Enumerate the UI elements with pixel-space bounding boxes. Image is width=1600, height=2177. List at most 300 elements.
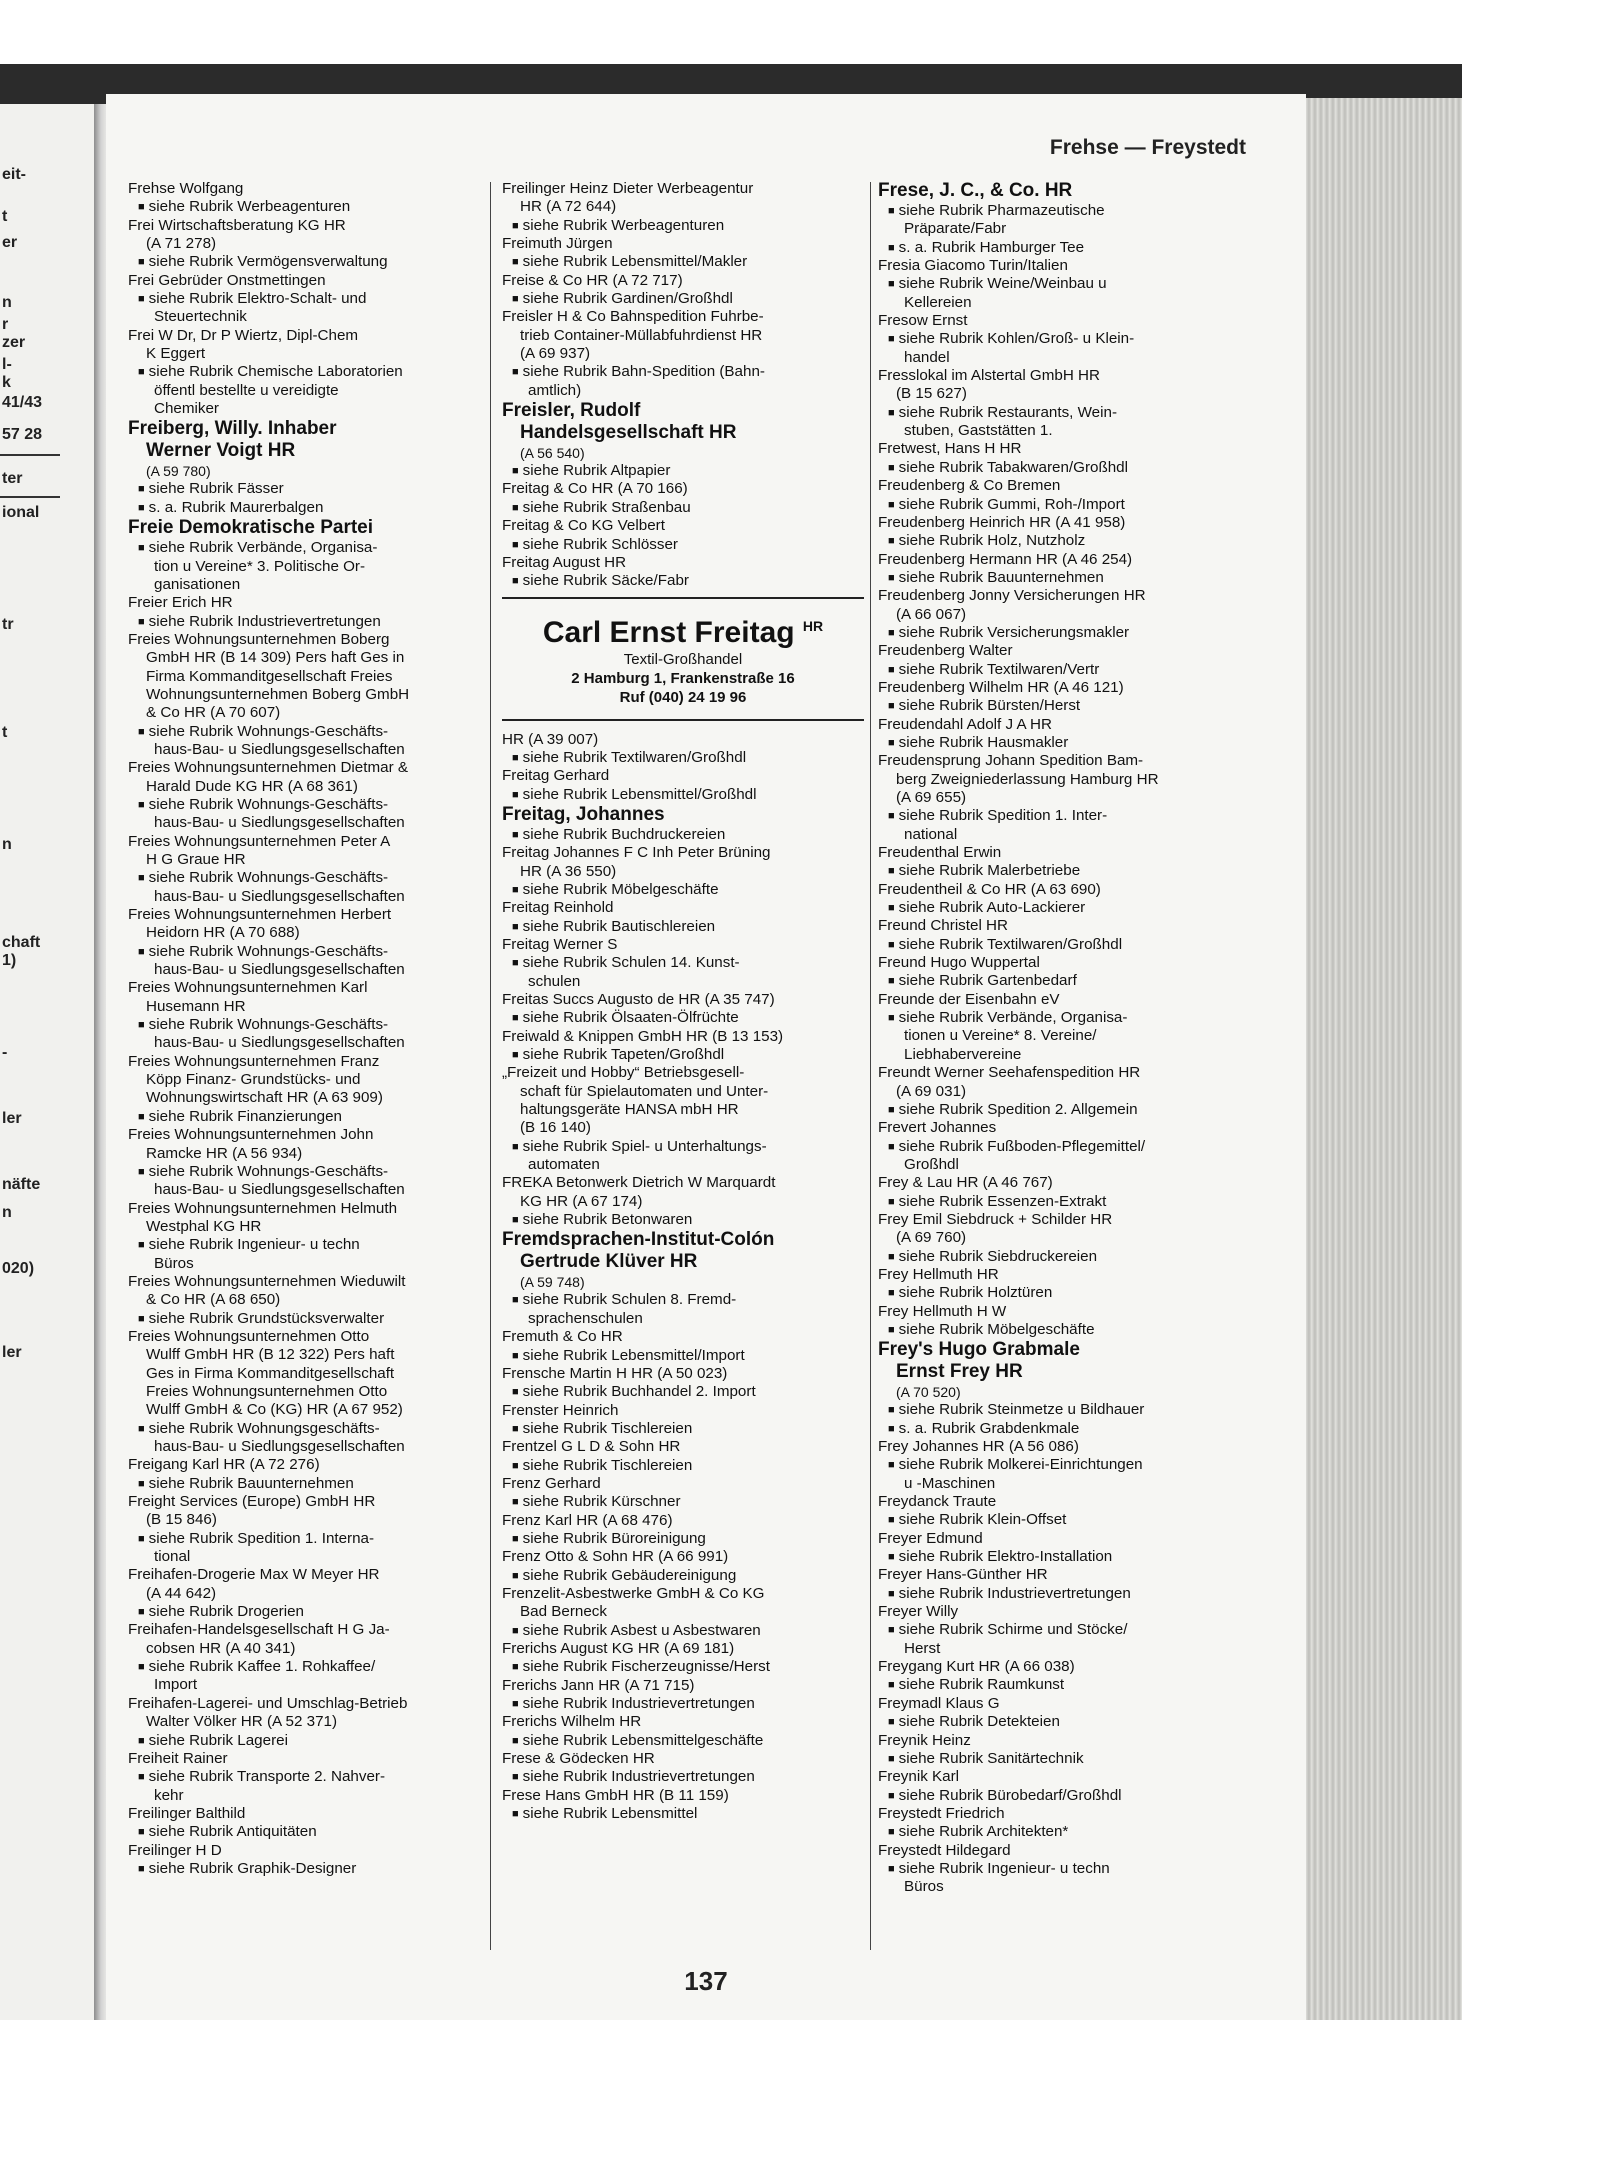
reference-text: siehe Rubrik Bürsten/Herst xyxy=(898,697,1081,715)
left-page-fragment: - xyxy=(2,1044,8,1061)
bullet-icon: ■ xyxy=(138,1826,145,1839)
entry-registration: (A 59 780) xyxy=(146,463,211,480)
left-page-fragment: 41/43 xyxy=(2,394,43,411)
rubric-reference xyxy=(878,330,1242,367)
directory-entry xyxy=(878,917,1242,954)
rubric-reference xyxy=(128,943,490,980)
reference-text: siehe Rubrik Antiquitäten xyxy=(148,1823,317,1841)
entry-name: Freygang Kurt HR (A 66 038) xyxy=(878,1658,1075,1676)
ad-line: Textil-Großhandel xyxy=(623,650,743,668)
entry-name: Freudenberg Walter xyxy=(878,642,1013,660)
directory-entry xyxy=(128,1200,490,1273)
bullet-icon: ■ xyxy=(138,1165,145,1178)
reference-text-cont: sprachenschulen xyxy=(528,1309,643,1327)
reference-text: siehe Rubrik Büroreinigung xyxy=(522,1529,706,1547)
entry-name-cont: Ramcke HR (A 56 934) xyxy=(146,1144,303,1162)
reference-text: siehe Rubrik Schlösser xyxy=(522,535,678,553)
bullet-icon: ■ xyxy=(888,938,895,951)
rubric-reference xyxy=(502,1493,864,1511)
entry-name: Frey & Lau HR (A 46 767) xyxy=(878,1174,1053,1192)
reference-text: siehe Rubrik Lebensmittel/Großhdl xyxy=(522,785,757,803)
entry-name-cont: Freies Wohnungsunternehmen Otto xyxy=(146,1382,388,1400)
directory-entry xyxy=(878,1603,1242,1658)
reference-text: siehe Rubrik Kohlen/Groß- u Klein- xyxy=(898,330,1135,348)
directory-entry xyxy=(878,642,1242,679)
directory-entry xyxy=(502,844,864,899)
rubric-reference xyxy=(502,253,864,271)
entry-name: Frenster Heinrich xyxy=(502,1401,619,1419)
left-page-fragment: er xyxy=(2,234,18,251)
rubric-reference xyxy=(502,1138,864,1175)
rubric-reference xyxy=(502,1768,864,1786)
reference-text: siehe Rubrik Ingenieur- u techn xyxy=(898,1859,1110,1877)
directory-entry xyxy=(128,1621,490,1694)
reference-text: siehe Rubrik Chemische Laboratorien xyxy=(148,363,403,381)
entry-name-cont: & Co HR (A 68 650) xyxy=(146,1291,281,1309)
reference-text: siehe Rubrik Drogerien xyxy=(148,1603,304,1621)
bullet-icon: ■ xyxy=(512,1049,519,1062)
reference-text: siehe Rubrik Verbände, Organisa- xyxy=(148,539,378,557)
directory-entry xyxy=(128,979,490,1052)
entry-name-cont: Ernst Frey HR xyxy=(896,1361,1023,1383)
reference-text-cont: stuben, Gaststätten 1. xyxy=(904,422,1053,440)
reference-text: siehe Rubrik Spedition 1. Interna- xyxy=(148,1529,375,1547)
entry-name: Freudensprung Johann Spedition Bam- xyxy=(878,752,1144,770)
bullet-icon: ■ xyxy=(888,1195,895,1208)
directory-entry xyxy=(128,1695,490,1750)
bullet-icon: ■ xyxy=(138,1771,145,1784)
directory-entry xyxy=(502,1713,864,1750)
reference-text-cont: Steuertechnik xyxy=(154,308,247,326)
running-head: Frehse — Freystedt xyxy=(1049,136,1246,159)
directory-entry xyxy=(878,752,1242,844)
bullet-icon: ■ xyxy=(512,1140,519,1153)
reference-text: siehe Rubrik Schulen 14. Kunst- xyxy=(522,954,740,972)
bullet-icon: ■ xyxy=(888,902,895,915)
directory-entry xyxy=(502,767,864,804)
bullet-icon: ■ xyxy=(512,501,519,514)
directory-entry xyxy=(502,731,864,768)
bullet-icon: ■ xyxy=(138,366,145,379)
rubric-reference xyxy=(128,1732,490,1750)
entry-name: Frey's Hugo Grabmale xyxy=(878,1339,1080,1361)
directory-entry xyxy=(502,1750,864,1787)
rubric-reference xyxy=(878,1585,1242,1603)
reference-text-cont: Büros xyxy=(154,1254,194,1272)
rubric-reference xyxy=(128,1108,490,1126)
entry-registration: (A 56 540) xyxy=(520,445,585,462)
directory-entry xyxy=(128,1126,490,1199)
column-3 xyxy=(878,180,1242,1897)
entry-name-cont: Köpp Finanz- Grundstücks- und xyxy=(146,1071,361,1089)
rubric-reference xyxy=(878,532,1242,550)
entry-name: Freier Erich HR xyxy=(128,594,233,612)
entry-name: Freies Wohnungsunternehmen Peter A xyxy=(128,832,391,850)
entry-name-cont: HR (A 36 550) xyxy=(520,862,617,880)
reference-text: siehe Rubrik Detekteien xyxy=(898,1713,1060,1731)
rubric-reference xyxy=(128,363,490,418)
bullet-icon: ■ xyxy=(512,1349,519,1362)
reference-text: siehe Rubrik Schirme und Stöcke/ xyxy=(898,1621,1128,1639)
directory-entry xyxy=(128,1053,490,1126)
directory-entry xyxy=(128,517,490,594)
entry-name-cont: haltungsgeräte HANSA mbH HR xyxy=(520,1101,739,1119)
rubric-reference xyxy=(128,499,490,517)
reference-text: siehe Rubrik Buchhandel 2. Import xyxy=(522,1383,756,1401)
reference-text: siehe Rubrik Tabakwaren/Großhdl xyxy=(898,458,1128,476)
entry-name: Freilinger H D xyxy=(128,1841,222,1859)
bullet-icon: ■ xyxy=(888,1459,895,1472)
entry-name-cont: K Eggert xyxy=(146,345,206,363)
entry-name: Fresia Giacomo Turin/Italien xyxy=(878,257,1068,275)
reference-text-cont: Liebhabervereine xyxy=(904,1045,1022,1063)
directory-entry xyxy=(502,272,864,309)
reference-text: siehe Rubrik Elektro-Schalt- und xyxy=(148,290,367,308)
entry-name: Freydanck Traute xyxy=(878,1493,997,1511)
entry-name: Frentzel G L D & Sohn HR xyxy=(502,1438,681,1456)
left-page-rule xyxy=(0,496,60,498)
reference-text: siehe Rubrik Gummi, Roh-/Import xyxy=(898,495,1125,513)
bullet-icon: ■ xyxy=(512,1532,519,1545)
entry-name: Freilinger Balthild xyxy=(128,1804,246,1822)
bullet-icon: ■ xyxy=(138,1661,145,1674)
bullet-icon: ■ xyxy=(138,1477,145,1490)
entry-name-cont: cobsen HR (A 40 341) xyxy=(146,1639,296,1657)
rubric-reference xyxy=(878,1321,1242,1339)
rubric-reference xyxy=(128,253,490,271)
entry-registration: (A 59 748) xyxy=(520,1274,585,1291)
rubric-reference xyxy=(878,1456,1242,1493)
rubric-reference xyxy=(502,749,864,767)
bullet-icon: ■ xyxy=(888,663,895,676)
entry-name: Frese Hans GmbH HR (B 11 159) xyxy=(502,1786,729,1804)
reference-text: siehe Rubrik Industrievertretungen xyxy=(522,1695,755,1713)
rubric-reference xyxy=(878,404,1242,441)
entry-name-cont: Wulff GmbH HR (B 12 322) Pers haft xyxy=(146,1346,395,1364)
directory-entry xyxy=(128,759,490,832)
directory-entry xyxy=(502,991,864,1028)
bullet-icon: ■ xyxy=(512,920,519,933)
reference-text: siehe Rubrik Bürobedarf/Großhdl xyxy=(898,1786,1122,1804)
entry-name: Frese & Gödecken HR xyxy=(502,1750,655,1768)
bullet-icon: ■ xyxy=(888,1422,895,1435)
left-page-fragment: ter xyxy=(2,470,23,487)
bullet-icon: ■ xyxy=(888,1250,895,1263)
entry-name-cont: Bad Berneck xyxy=(520,1603,607,1621)
entry-name: Frensche Martin H HR (A 50 023) xyxy=(502,1364,728,1382)
rubric-reference xyxy=(128,1016,490,1053)
ad-phone: Ruf (040) 24 19 96 xyxy=(619,688,747,706)
entry-name: Freudenberg & Co Bremen xyxy=(878,477,1061,495)
directory-entry xyxy=(878,514,1242,551)
rubric-reference xyxy=(128,539,490,594)
bullet-icon: ■ xyxy=(888,700,895,713)
directory-entry xyxy=(878,440,1242,477)
entry-name: Freund Christel HR xyxy=(878,917,1008,935)
bullet-icon: ■ xyxy=(888,1826,895,1839)
rubric-reference xyxy=(128,1310,490,1328)
entry-name-cont: (A 69 760) xyxy=(896,1229,967,1247)
directory-entry xyxy=(878,1119,1242,1174)
rubric-reference xyxy=(878,807,1242,844)
bullet-icon: ■ xyxy=(512,219,519,232)
bullet-icon: ■ xyxy=(888,205,895,217)
reference-text: siehe Rubrik Wohnungs-Geschäfts- xyxy=(148,942,389,960)
entry-name: Frerichs August KG HR (A 69 181) xyxy=(502,1640,735,1657)
directory-entry xyxy=(502,1438,864,1475)
bullet-icon: ■ xyxy=(512,883,519,896)
reference-text: siehe Rubrik Tapeten/Großhdl xyxy=(522,1046,725,1064)
reference-text: siehe Rubrik Bautischlereien xyxy=(522,917,716,935)
reference-text: siehe Rubrik Graphik-Designer xyxy=(148,1859,357,1877)
bullet-icon: ■ xyxy=(512,1771,519,1784)
directory-entry xyxy=(878,1303,1242,1340)
reference-text: siehe Rubrik Molkerei-Einrichtungen xyxy=(898,1456,1143,1474)
directory-entry xyxy=(878,954,1242,991)
entry-name-cont: (A 69 655) xyxy=(896,789,967,806)
rubric-reference xyxy=(878,1621,1242,1658)
rubric-reference xyxy=(128,1420,490,1457)
entry-name-cont: (A 69 937) xyxy=(520,345,591,363)
left-page-rule xyxy=(0,454,60,456)
left-page-fragment: 57 28 xyxy=(2,426,43,443)
reference-text: siehe Rubrik Betonwaren xyxy=(522,1211,693,1229)
directory-entry xyxy=(502,1548,864,1585)
bullet-icon: ■ xyxy=(138,201,145,214)
directory-entry xyxy=(878,1566,1242,1603)
bullet-icon: ■ xyxy=(888,810,895,823)
entry-name: Freund Hugo Wuppertal xyxy=(878,954,1040,972)
bullet-icon: ■ xyxy=(512,957,519,970)
directory-entry xyxy=(878,1339,1242,1438)
entry-name: Freilinger Heinz Dieter Werbeagentur xyxy=(502,180,754,197)
entry-name: Frei Gebrüder Onstmettingen xyxy=(128,271,326,289)
rubric-reference xyxy=(128,198,490,216)
reference-text: s. a. Rubrik Maurerbalgen xyxy=(148,498,324,516)
directory-entry xyxy=(128,1842,490,1879)
rubric-reference xyxy=(502,462,864,480)
reference-text: siehe Rubrik Grundstücksverwalter xyxy=(148,1309,385,1327)
entry-name: Freisler, Rudolf xyxy=(502,400,641,422)
directory-entry xyxy=(878,1658,1242,1695)
rubric-reference xyxy=(502,1732,864,1750)
left-page-fragment: tr xyxy=(2,616,14,633)
bullet-icon: ■ xyxy=(888,736,895,749)
directory-entry xyxy=(128,833,490,906)
rubric-reference xyxy=(502,1009,864,1027)
directory-entry xyxy=(502,936,864,991)
left-page-fragment: n xyxy=(2,294,12,311)
entry-name: Freight Services (Europe) GmbH HR xyxy=(128,1493,376,1511)
entry-name: Frerichs Wilhelm HR xyxy=(502,1713,642,1731)
left-page-fragment: näfte xyxy=(2,1176,41,1193)
left-page-fragment: l- xyxy=(2,356,12,373)
bullet-icon: ■ xyxy=(512,1808,519,1821)
reference-text: siehe Rubrik Fässer xyxy=(148,480,284,498)
reference-text-cont: ganisationen xyxy=(154,575,241,593)
entry-name: Freystedt Hildegard xyxy=(878,1841,1011,1859)
bullet-icon: ■ xyxy=(138,483,145,496)
reference-text: siehe Rubrik Gardinen/Großhdl xyxy=(522,290,733,308)
rubric-reference xyxy=(878,734,1242,752)
rubric-reference xyxy=(502,1805,864,1823)
reference-text: siehe Rubrik Transporte 2. Nahver- xyxy=(148,1768,386,1786)
entry-name-cont: (B 15 846) xyxy=(146,1511,217,1529)
rubric-reference xyxy=(878,1548,1242,1566)
reference-text: siehe Rubrik Tischlereien xyxy=(522,1456,693,1474)
reference-text: siehe Rubrik Werbeagenturen xyxy=(522,216,725,234)
reference-text: siehe Rubrik Auto-Lackierer xyxy=(898,899,1086,917)
reference-text: siehe Rubrik Möbelgeschäfte xyxy=(898,1320,1095,1338)
reference-text: siehe Rubrik Wohnungs-Geschäfts- xyxy=(148,795,389,813)
reference-text-cont: tion u Vereine* 3. Politische Or- xyxy=(154,557,366,575)
left-page-fragment: chaft xyxy=(2,934,41,951)
reference-text: siehe Rubrik Textilwaren/Großhdl xyxy=(522,748,747,766)
entry-name: Freitag Johannes F C Inh Peter Brüning xyxy=(502,844,771,862)
rubric-reference xyxy=(878,1787,1242,1805)
reference-text: siehe Rubrik Bauunternehmen xyxy=(148,1474,354,1492)
entry-name: Frey Emil Siebdruck + Schilder HR xyxy=(878,1210,1113,1228)
entry-name: Freitag Gerhard xyxy=(502,767,610,785)
bullet-icon: ■ xyxy=(888,1140,895,1153)
rubric-reference xyxy=(502,1695,864,1713)
reference-text: siehe Rubrik Kürschner xyxy=(522,1493,681,1511)
rubric-reference xyxy=(128,1823,490,1841)
bullet-icon: ■ xyxy=(512,1734,519,1747)
column-divider xyxy=(490,182,491,1950)
directory-entry xyxy=(878,257,1242,312)
rubric-reference xyxy=(878,1284,1242,1302)
reference-text: siehe Rubrik Werbeagenturen xyxy=(148,198,351,216)
bullet-icon: ■ xyxy=(512,1496,519,1509)
rubric-reference xyxy=(128,1236,490,1273)
directory-entry xyxy=(878,1211,1242,1266)
directory-entry xyxy=(878,716,1242,753)
entry-name: Freiheit Rainer xyxy=(128,1749,228,1767)
reference-text: siehe Rubrik Finanzierungen xyxy=(148,1107,342,1125)
directory-entry xyxy=(878,991,1242,1064)
rubric-reference xyxy=(502,1567,864,1585)
reference-text-cont: haus-Bau- u Siedlungsgesellschaften xyxy=(154,1034,405,1052)
bullet-icon: ■ xyxy=(888,1103,895,1116)
directory-entry xyxy=(878,1842,1242,1897)
directory-entry xyxy=(128,1805,490,1842)
left-page-fragment: ler xyxy=(2,1110,22,1127)
directory-entry xyxy=(502,1475,864,1512)
rubric-reference xyxy=(502,1457,864,1475)
reference-text: siehe Rubrik Architekten* xyxy=(898,1823,1069,1841)
entry-name-cont: (A 71 278) xyxy=(146,235,217,253)
directory-entry xyxy=(502,899,864,936)
entry-name: Freyer Willy xyxy=(878,1603,959,1621)
bullet-icon: ■ xyxy=(138,1422,145,1435)
rubric-reference xyxy=(502,918,864,936)
bullet-icon: ■ xyxy=(888,1716,895,1729)
rubric-reference xyxy=(502,217,864,235)
entry-name: Freudenberg Wilhelm HR (A 46 121) xyxy=(878,678,1124,696)
rubric-reference xyxy=(878,569,1242,587)
directory-entry xyxy=(502,1174,864,1229)
reference-text: siehe Rubrik Wohnungs-Geschäfts- xyxy=(148,869,389,887)
directory-entry xyxy=(878,844,1242,881)
bullet-icon: ■ xyxy=(888,1404,895,1417)
rubric-reference xyxy=(502,1347,864,1365)
directory-entry xyxy=(878,1768,1242,1805)
directory-entry xyxy=(128,327,490,419)
directory-entry xyxy=(128,272,490,327)
rubric-reference xyxy=(878,1101,1242,1119)
reference-text-cont: Büros xyxy=(904,1878,944,1896)
entry-name-cont: H G Graue HR xyxy=(146,851,246,868)
reference-text: siehe Rubrik Wohnungsgeschäfts- xyxy=(148,1419,380,1437)
reference-text: siehe Rubrik Ölsaaten-Ölfrüchte xyxy=(522,1009,739,1027)
directory-entry xyxy=(128,631,490,759)
page-number: 137 xyxy=(684,1966,728,1996)
entry-name: Frenz Otto & Sohn HR (A 66 991) xyxy=(502,1548,729,1566)
reference-text: s. a. Rubrik Hamburger Tee xyxy=(898,238,1085,256)
reference-text: siehe Rubrik Wohnungs-Geschäfts- xyxy=(148,722,389,740)
entry-name: Frey Hellmuth H W xyxy=(878,1302,1007,1320)
directory-entry xyxy=(502,1640,864,1677)
reference-text-cont: automaten xyxy=(528,1156,600,1174)
reference-text-cont: haus-Bau- u Siedlungsgesellschaften xyxy=(154,887,405,905)
rubric-reference xyxy=(128,290,490,327)
bullet-icon: ■ xyxy=(888,1514,895,1527)
directory-entry xyxy=(878,1732,1242,1769)
entry-name-cont: Firma Kommanditgesellschaft Freies xyxy=(146,667,393,685)
reference-text-cont: Präparate/Fabr xyxy=(904,220,1007,238)
bullet-icon: ■ xyxy=(888,1323,895,1336)
entry-name: Fresslokal im Alstertal GmbH HR xyxy=(878,367,1100,385)
bullet-icon: ■ xyxy=(512,465,519,478)
bullet-icon: ■ xyxy=(888,1551,895,1564)
entry-name: Frevert Johannes xyxy=(878,1119,997,1137)
rubric-reference xyxy=(878,1009,1242,1064)
entry-name: HR (A 39 007) xyxy=(502,730,599,748)
bullet-icon: ■ xyxy=(512,828,519,841)
entry-name: Freie Demokratische Partei xyxy=(128,517,374,539)
advertisement-box xyxy=(502,597,864,721)
entry-name: Freisler H & Co Bahnspedition Fuhrbe- xyxy=(502,308,764,326)
bullet-icon: ■ xyxy=(512,1569,519,1582)
bullet-icon: ■ xyxy=(888,1624,895,1637)
directory-entry xyxy=(502,1677,864,1714)
reference-text: siehe Rubrik Tischlereien xyxy=(522,1419,693,1437)
rubric-reference xyxy=(502,1046,864,1064)
directory-entry xyxy=(128,906,490,979)
column-1 xyxy=(128,180,490,1878)
directory-entry xyxy=(878,312,1242,367)
entry-name: Freynik Karl xyxy=(878,1768,960,1786)
reference-text: siehe Rubrik Industrievertretungen xyxy=(898,1584,1131,1602)
directory-entry xyxy=(502,1787,864,1824)
directory-entry xyxy=(502,1064,864,1174)
reference-text: siehe Rubrik Raumkunst xyxy=(898,1676,1065,1694)
bullet-icon: ■ xyxy=(888,975,895,988)
directory-entry xyxy=(878,551,1242,588)
bullet-icon: ■ xyxy=(888,1287,895,1300)
reference-text: siehe Rubrik Bauunternehmen xyxy=(898,568,1104,586)
entry-name-cont: Wohnungswirtschaft HR (A 63 909) xyxy=(146,1089,383,1107)
reference-text-cont: kehr xyxy=(154,1786,184,1804)
entry-name: Frerichs Jann HR (A 71 715) xyxy=(502,1676,695,1694)
reference-text-cont: handel xyxy=(904,348,950,366)
directory-entry xyxy=(128,180,490,217)
entry-name: Freise & Co HR (A 72 717) xyxy=(502,271,683,289)
entry-name: Freigang Karl HR (A 72 276) xyxy=(128,1456,320,1474)
entry-name: Frey Hellmuth HR xyxy=(878,1265,999,1283)
entry-name: Freitag Reinhold xyxy=(502,899,614,917)
